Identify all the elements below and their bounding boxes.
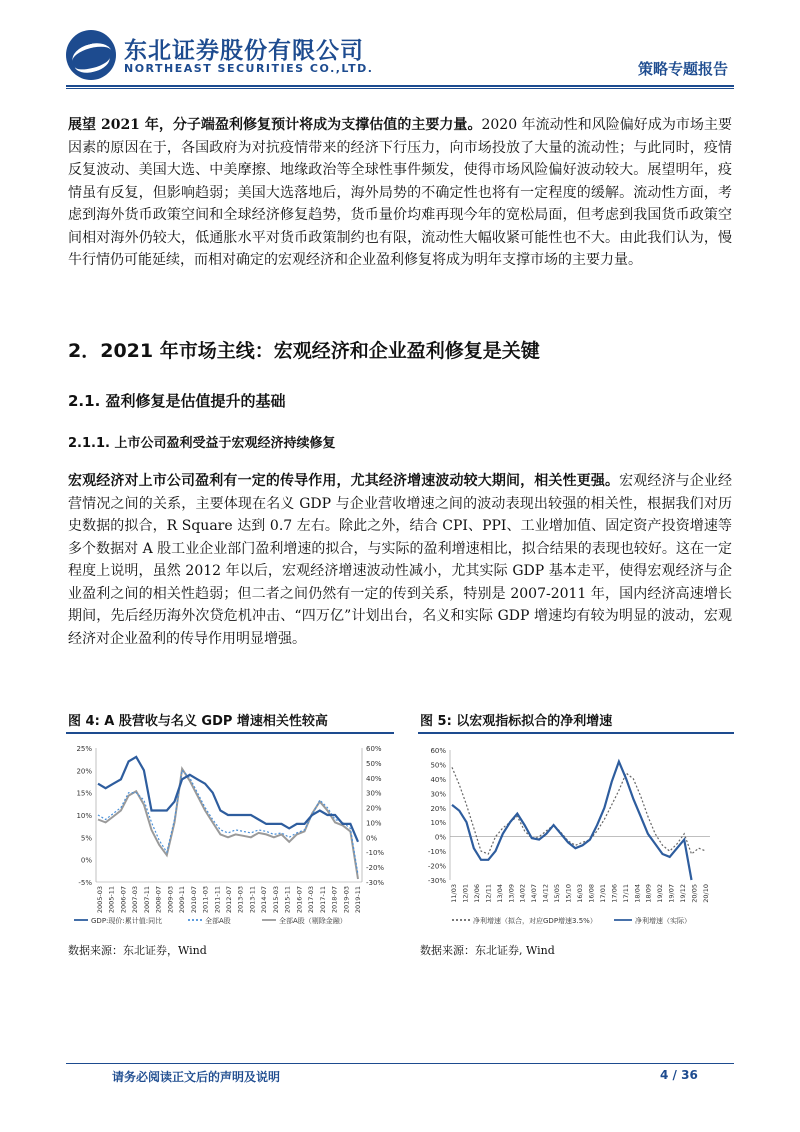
chart4-legend-label-2: 全部A股（剔除金融）: [279, 917, 347, 925]
chart4-x-tick-label: 2017-11: [318, 886, 327, 914]
chart4-right-tick-label: -20%: [366, 864, 385, 873]
chart5-x-tick-label: 14/12: [541, 884, 550, 903]
subsection-heading-2-1: 2.1. 盈利修复是估值提升的基础: [68, 392, 286, 410]
chart5-x-tick-label: 19/02: [656, 884, 665, 903]
chart5-series-line-1: [452, 762, 706, 880]
chart4-right-tick-label: 40%: [366, 774, 382, 783]
chart4-x-tick-label: 2011-03: [201, 886, 210, 914]
chart5-x-tick-label: 13/09: [507, 884, 516, 903]
chart5-x-tick-label: 16/03: [576, 884, 584, 903]
chart4-legend-label-0: GDP:现价:累计值:同比: [91, 917, 163, 925]
chart4-right-tick-label: 20%: [366, 804, 382, 813]
chart5-x-tick-label: 19/12: [679, 884, 688, 903]
subsubsection-heading-2-1-1: 2.1.1. 上市公司盈利受益于宏观经济持续修复: [68, 436, 336, 451]
company-name-cn: 东北证券股份有限公司: [124, 38, 364, 64]
chart4-x-tick-label: 2009-11: [178, 886, 187, 914]
chart4-x-tick-label: 2015-11: [283, 886, 292, 914]
figure-4-chart: [66, 736, 394, 936]
chart5-x-tick-label: 18/09: [644, 884, 653, 903]
chart5-y-tick-label: 30%: [430, 790, 446, 799]
chart4-left-tick-label: 15%: [76, 789, 92, 798]
chart4-legend-label-1: 全部A股: [205, 917, 231, 925]
chart4-x-tick-label: 2007-11: [142, 886, 151, 914]
chart4-left-tick-label: 20%: [76, 767, 92, 776]
chart4-x-tick-label: 2008-07: [154, 886, 163, 914]
chart5-y-tick-label: 20%: [430, 804, 446, 813]
chart4-x-tick-label: 2017-03: [307, 886, 316, 914]
chart4-right-tick-label: 0%: [366, 834, 378, 843]
chart4-right-tick-label: 60%: [366, 745, 382, 753]
chart4-x-tick-label: 2019-03: [342, 886, 351, 914]
para2-bold-lead: 宏观经济对上市公司盈利有一定的传导作用，尤其经济增速波动较大期间，相关性更强。: [68, 473, 620, 489]
chart4-series-line-2: [98, 769, 358, 879]
chart4-left-tick-label: -5%: [78, 879, 92, 887]
chart5-y-tick-label: 60%: [430, 747, 446, 755]
chart4-x-tick-label: 2005-03: [96, 886, 104, 914]
chart4-x-tick-label: 2011-11: [213, 886, 222, 914]
chart4-series-line-1: [98, 770, 358, 874]
figure-4-source: 数据来源：东北证券，Wind: [68, 944, 207, 957]
chart5-y-tick-label: -10%: [427, 848, 446, 857]
header-divider-thin: [66, 88, 734, 89]
footer-disclaimer: 请务必阅读正文后的声明及说明: [112, 1070, 281, 1084]
chart4-x-tick-label: 2007-03: [131, 886, 140, 914]
section-heading-2: 2．2021 年市场主线：宏观经济和企业盈利修复是关键: [68, 340, 540, 362]
chart5-legend-label-0: 净利增速（拟合，对应GDP增速3.5%）: [473, 917, 597, 925]
body-paragraph-2: [68, 470, 732, 650]
chart5-x-tick-label: 15/05: [553, 884, 562, 903]
chart5-x-tick-label: 20/05: [690, 884, 699, 903]
chart4-left-tick-label: 10%: [76, 812, 92, 820]
chart4-right-tick-label: -30%: [366, 879, 385, 887]
chart4-series-line-0: [98, 757, 358, 842]
chart4-x-tick-label: 2019-11: [354, 886, 362, 914]
chart5-y-tick-label: -30%: [427, 877, 446, 885]
chart5-legend-label-1: 净利增速（实际）: [635, 917, 691, 925]
chart5-y-tick-label: 0%: [434, 833, 446, 842]
footer-divider: [66, 1063, 734, 1064]
chart5-y-tick-label: 10%: [430, 819, 446, 828]
chart5-x-tick-label: 16/08: [587, 884, 596, 903]
figure-5-source: 数据来源：东北证券, Wind: [420, 944, 555, 957]
page-number: 4 / 36: [660, 1068, 698, 1082]
header-divider: [66, 85, 734, 87]
figure-5-rule: [418, 732, 734, 734]
chart4-right-tick-label: 10%: [366, 819, 382, 828]
chart4-x-tick-label: 2013-03: [236, 886, 245, 914]
chart4-x-tick-label: 2005-11: [107, 886, 116, 914]
chart5-x-tick-label: 11/03: [450, 884, 458, 903]
chart5-series-line-0: [452, 767, 706, 854]
figure-4-title: 图 4: A 股营收与名义 GDP 增速相关性较高: [68, 714, 328, 729]
chart5-x-tick-label: 14/02: [518, 884, 527, 903]
chart4-right-tick-label: -10%: [366, 849, 385, 858]
chart5-y-tick-label: -20%: [427, 862, 446, 871]
chart4-x-tick-label: 2013-11: [248, 886, 257, 914]
chart4-x-tick-label: 2016-07: [295, 886, 304, 914]
para2-body-text: 宏观经济与企业经营情况之间的关系，主要体现在名义 GDP 与企业营收增速之间的波动表现出较强的相关性，根据我们对历史数据的拟合，R Square 达到 0.7 左右。除此之外，结合 CPI、PPI、工业增加值、固定资产投资增速等多个数据对 A 股工业企业部门盈利增速的拟合，与实际的盈利增速相比，拟合结果的表现也较好。这在一定程度上说明，虽然 2012 年以后，宏观经济增速波动性减小，尤其实际 GDP 基本走平，使得宏观经济与企业盈利之间的相关性趋弱；但二者之间仍然有一定的传到关系，特别是 2007-2011 年，国内经济高速增长期间，先后经历海外次贷危机冲击、“四万亿”计划出台，名义和实际 GDP 增速均有较为明显的波动，宏观经济对企业盈利的传导作用明显增强。: [68, 473, 733, 647]
chart4-x-tick-label: 2010-07: [189, 886, 198, 914]
chart5-x-tick-label: 17/01: [598, 884, 607, 903]
chart5-x-tick-label: 15/10: [564, 884, 573, 903]
chart5-x-tick-label: 12/01: [461, 884, 470, 903]
chart4-left-tick-label: 5%: [80, 834, 92, 843]
chart5-x-tick-label: 14/07: [530, 884, 539, 903]
chart5-y-tick-label: 40%: [430, 775, 446, 784]
chart5-x-tick-label: 20/10: [702, 884, 710, 903]
figure-4-rule: [66, 732, 394, 734]
chart5-x-tick-label: 12/06: [472, 884, 481, 903]
chart4-x-tick-label: 2012-07: [225, 886, 233, 914]
chart4-x-tick-label: 2006-07: [119, 886, 128, 914]
chart5-x-tick-label: 18/04: [633, 884, 642, 903]
report-type-label: 策略专题报告: [637, 60, 728, 78]
figure-5-chart: [418, 736, 734, 936]
chart5-x-tick-label: 12/11: [484, 884, 493, 903]
chart4-left-tick-label: 25%: [76, 745, 92, 753]
figure-5-title: 图 5: 以宏观指标拟合的净利增速: [420, 714, 613, 729]
chart4-x-tick-label: 2009-03: [166, 886, 175, 914]
intro-paragraph: [68, 114, 732, 272]
chart4-x-tick-label: 2015-03: [271, 886, 280, 914]
chart4-right-tick-label: 30%: [366, 789, 382, 798]
chart4-x-tick-label: 2018-07: [330, 886, 339, 914]
chart5-x-tick-label: 17/06: [610, 884, 619, 903]
chart5-y-tick-label: 50%: [430, 761, 446, 770]
company-name-en: NORTHEAST SECURITIES CO.,LTD.: [124, 62, 374, 75]
intro-body-text: 2020 年流动性和风险偏好成为市场主要因素的原因在于，各国政府为对抗疫情带来的经济下行压力，向市场投放了大量的流动性；与此同时，疫情反复波动、美国大选、中美摩擦、地缘政治等全球性事件频发，使得市场风险偏好波动较大。展望明年，疫情虽有反复，但影响趋弱；美国大选落地后，海外局势的不确定性也将有一定程度的缓解。流动性方面，考虑到海外货币政策空间和全球经济修复趋势，货币量价均难再现今年的宽松局面，但考虑到我国货币政策空间相对海外仍较大，低通胀水平对货币政策制约也有限，流动性大幅收紧可能性也不大。由此我们认为，慢牛行情仍可能延续，而相对确定的宏观经济和企业盈利修复将成为明年支撑市场的主要力量。: [68, 117, 732, 268]
chart5-x-tick-label: 13/04: [495, 884, 504, 903]
intro-bold-lead: 展望 2021 年，分子端盈利修复预计将成为支撑估值的主要力量。: [68, 117, 482, 133]
chart5-x-tick-label: 19/07: [667, 884, 676, 903]
chart4-right-tick-label: 50%: [366, 759, 382, 768]
chart5-x-tick-label: 17/11: [621, 884, 630, 903]
chart4-left-tick-label: 0%: [80, 856, 92, 865]
chart4-x-tick-label: 2014-07: [260, 886, 269, 914]
